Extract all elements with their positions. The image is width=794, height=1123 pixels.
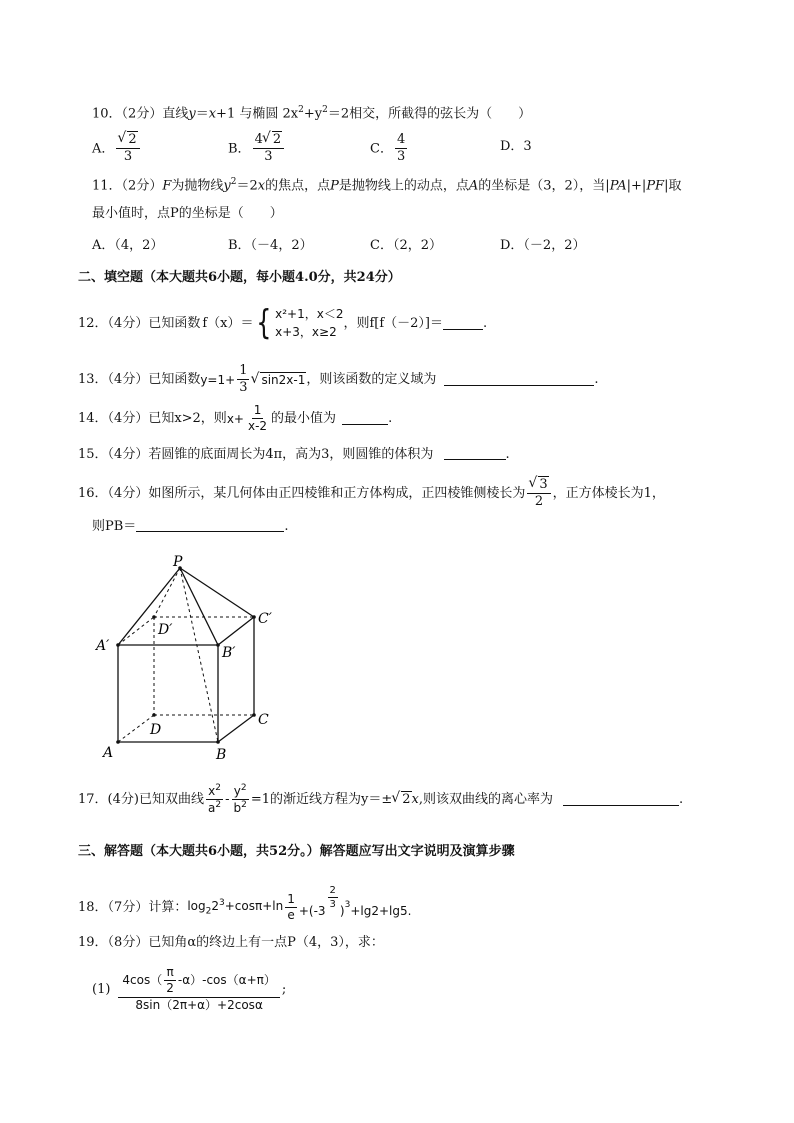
q19-den: 8sin（2π+α）+2cosα (135, 998, 263, 1013)
q16-line1-end: ，正方体棱长为1， (552, 486, 665, 502)
q15-text: 15．（4分）若圆锥的底面周长为4π，高为3，则圆锥的体积为 (78, 447, 434, 462)
q16-line1-text: 16．（4分）如图所示，某几何体由正四棱锥和正方体构成，正四棱锥侧棱长为 (78, 486, 526, 502)
q13-prefix: 13．（4分）已知函数 (78, 372, 201, 388)
q18-log-arg: 2 (211, 898, 219, 913)
q10-opt-b-rad: 2 (272, 132, 282, 147)
q12-case1: x²+1，x＜2 (275, 307, 344, 321)
q10-opt-c-num: 4 (395, 133, 407, 149)
q19-two: 2 (166, 981, 174, 996)
q18-e-num: 1 (285, 893, 297, 908)
q19-num-b: -α）-cos（α+π） (177, 973, 276, 988)
q19-semi: ; (281, 981, 287, 997)
label-B-prime: B′ (222, 645, 236, 661)
q10-mid3: ＝2相交，所截得的弦长为（ ） (327, 106, 532, 122)
q13-rad: sin2x-1 (261, 372, 306, 387)
q10-option-d[interactable]: D．3 (500, 139, 532, 154)
q12-case2: x+3，x≥2 (275, 325, 337, 339)
q10-opt-b-coef: 4 (254, 132, 263, 147)
q15-end: . (505, 447, 510, 462)
label-D: D (150, 722, 162, 738)
q18-exp-frac (328, 885, 338, 910)
q18-expr (187, 899, 283, 916)
q17-x: x (411, 792, 419, 808)
q17-answer-blank[interactable] (563, 793, 679, 806)
q10-mid2: +y (303, 106, 323, 122)
q16-end: . (284, 519, 289, 534)
q19-pi: π (164, 966, 175, 981)
q17-prefix: 17．(4分)已知双曲线 (78, 792, 204, 808)
q17-suffix: ,则该双曲线的离心率为 (418, 792, 553, 808)
q17-mid: =1的渐近线方程为y＝± (250, 792, 393, 808)
q10-opt-a-label: A． (92, 141, 115, 157)
q11-line1: 11．（2分）F为抛物线$y^2=2x$的焦点，点P是抛物线上的动点，点A的坐标是（3，2），当|PA|+|PF|取 (92, 177, 682, 194)
label-D-prime: D′ (158, 622, 173, 638)
q18-exp-den: 3 (329, 898, 336, 910)
q12-brace: { (256, 303, 272, 343)
section-fill-in-title: 二、填空题（本大题共6小题，每小题4.0分，共24分） (78, 270, 401, 285)
q11-f: 的坐标是（3，2），当| (478, 178, 610, 194)
q19-pi-frac (164, 966, 176, 995)
q11-option-b[interactable]: B．（－4，2） (228, 238, 313, 253)
q19-frac (118, 966, 279, 1013)
q13-end: . (594, 372, 599, 388)
q10-opt-c-label: C． (370, 141, 393, 157)
q17-b2: b (233, 801, 242, 816)
q13-suffix: ，则该函数的定义域为 (306, 372, 437, 388)
q10-opt-b-den: 3 (264, 149, 273, 165)
q19-part1-label: (1) (92, 981, 111, 997)
q18-cube: 3 (344, 899, 351, 910)
q10-opt-b-label: B． (228, 141, 251, 157)
q18-prefix: 18．（7分）计算： (78, 900, 188, 916)
label-C-prime: C′ (258, 611, 272, 627)
q11-g: |+| (626, 178, 647, 194)
q10-opt-a-den: 3 (123, 149, 133, 165)
q13-y: y=1+ (200, 372, 236, 387)
q12-prefix: 12．（4分）已知函数 (78, 315, 201, 331)
q11-h: |取 (664, 178, 682, 194)
q10-opt-c-den: 3 (396, 149, 406, 165)
label-C: C (258, 712, 269, 728)
q10-opt-a-num: 2 (128, 132, 137, 147)
q18-cos: +cosπ+ln (224, 898, 284, 913)
q16-frac-rad: 3 (539, 477, 548, 492)
q16-line2-text: 则PB＝ (92, 519, 137, 534)
q11-c: ＝2 (236, 178, 258, 194)
q18-paren-close: ) (339, 903, 345, 918)
q14-end: . (388, 411, 393, 427)
q10-stem: 10．（2分）直线y＝x+1 与椭圆 $2x^2+y^2=2$相交，所截得的弦长为（ ） (92, 105, 532, 122)
q10-mid1: 与椭圆 2x (239, 106, 299, 122)
q14-num: 1 (252, 404, 264, 419)
q12-suffix: ，则f[f（－2）]＝ (343, 315, 444, 331)
label-A-prime: A′ (96, 638, 110, 654)
q14-x: x+ (226, 411, 244, 426)
q17-end: . (679, 792, 684, 808)
q18-log: log (187, 898, 206, 913)
q17-frac-x: $\frac{x^2}{a^2}$ (207, 783, 222, 816)
label-A: A (103, 745, 114, 761)
q19-part1 (92, 966, 286, 1013)
q18-log-base: 2 (205, 906, 212, 917)
q11-line2: 最小值时，点P的坐标是（ ） (92, 206, 283, 221)
q11-a: 11．（2分） (92, 178, 163, 194)
q18-paren (298, 884, 412, 918)
q14-prefix: 14．（4分）已知x>2，则 (78, 411, 227, 427)
label-P: P (173, 554, 183, 570)
q18-tail: +lg2+lg5. (350, 903, 412, 918)
q10-prefix: 10．（2分）直线 (92, 106, 189, 122)
q18 (78, 884, 412, 923)
q18-paren-open: +(-3 (298, 903, 326, 918)
q18-frac-e (285, 893, 297, 922)
q11-option-a[interactable]: A．（4，2） (92, 238, 164, 253)
q13-num: 1 (237, 364, 249, 380)
q18-e-den: e (287, 908, 295, 923)
q12-end: . (483, 315, 488, 331)
label-B: B (216, 747, 227, 763)
q17-a2: a (207, 801, 216, 816)
q11-option-d[interactable]: D．（－2，2） (500, 238, 586, 253)
q18-log-exp: 3 (219, 897, 225, 908)
q12-fx: f（x）＝ (202, 315, 254, 331)
q19-stem: 19．（8分）已知角α的终边上有一点P（4，3），求： (78, 935, 384, 950)
q14-suffix: 的最小值为 (271, 411, 337, 427)
q17-frac-y: $\frac{y^2}{b^2}$ (233, 783, 247, 816)
q11-d: 的焦点，点 (265, 178, 331, 194)
q17-sqrt (392, 793, 411, 806)
q17-rad: 2 (402, 792, 411, 808)
q18-exp-num: 2 (329, 884, 336, 896)
q11-option-c[interactable]: C．（2，2） (370, 238, 442, 253)
q16-frac-den: 2 (534, 494, 544, 510)
q17: 17．(4分)已知双曲线 $\frac{x^2}{a^2}$ - $\frac{y^2}{b^2}$ =1的渐近线方程为y＝± √ 2 x ,则该双曲线的离心率为 . (78, 784, 683, 815)
q17-x2: x (208, 784, 216, 798)
q19-num-a: 4cos（ (122, 973, 163, 988)
q17-y2: y (233, 784, 241, 798)
q14-den: x-2 (247, 419, 268, 434)
q11-b: 为抛物线 (171, 178, 224, 194)
q13-den: 3 (239, 380, 248, 396)
section-answer-title: 三、解答题（本大题共6小题，共52分。）解答题应写出文字说明及演算步骤 (78, 844, 515, 859)
q11-e: 是抛物线上的动点，点 (338, 178, 469, 194)
